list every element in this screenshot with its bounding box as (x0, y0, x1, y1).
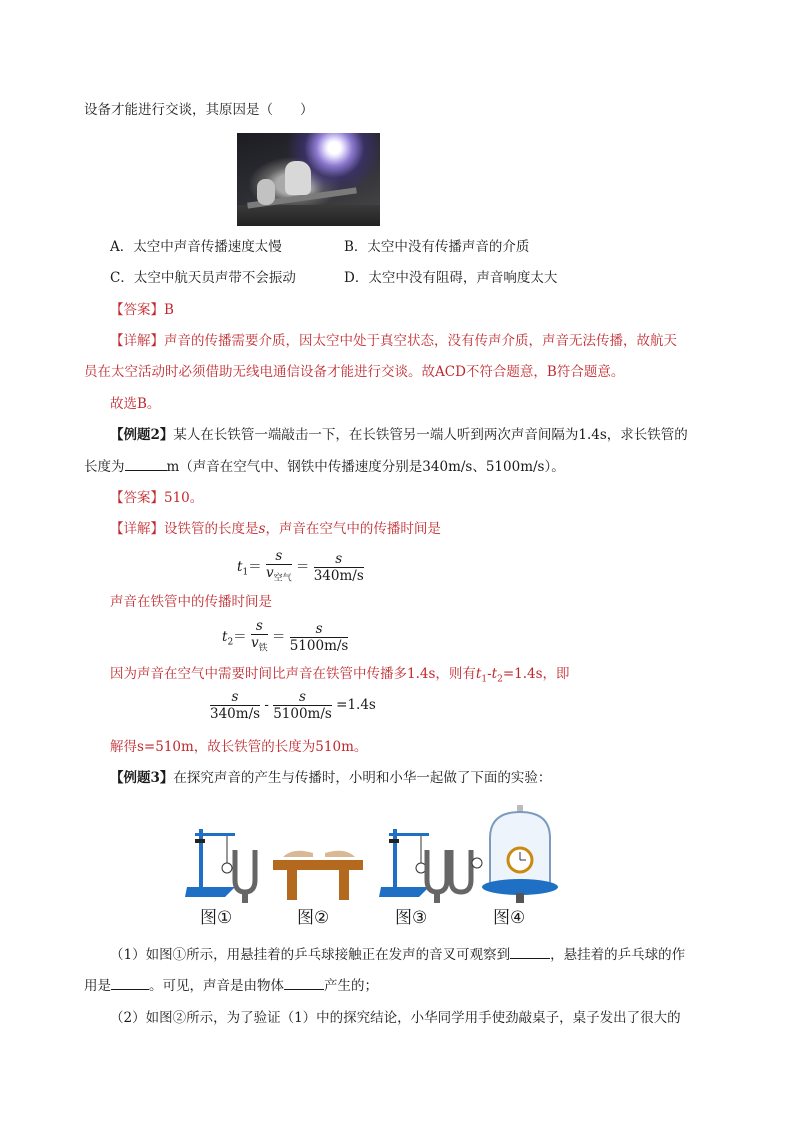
q2-stem-text: 某人在长铁管一端敲击一下，在长铁管另一端人听到两次声音间隔为1.4s，求长铁管的 (173, 427, 688, 443)
diff-text-a: 因为声音在空气中需要时间比声音在铁管中传播多1.4s，则有 (110, 666, 476, 682)
detail-text-b: ，声音在空气中的传播时间是 (265, 521, 441, 537)
equation-t2: $t_2=$ $\frac{s}{v_铁}$ ＝ $\frac{s}{5100m/s}$ (222, 618, 349, 654)
equation-difference: $\frac{s}{340m/s}$ - $\frac{s}{5100m/s}$ =1.4s (210, 689, 376, 722)
answer-blank[interactable] (510, 944, 550, 959)
diff-text-b: =1.4s，即 (502, 666, 570, 682)
q2-stem-post: m（声音在空气中、钢铁中传播速度分别是340m/s、5100m/s）。 (166, 459, 565, 475)
q3-sub1-line2 (84, 975, 378, 996)
detail-text-a: 设铁管的长度是 (164, 521, 259, 537)
experiment-figures (185, 805, 615, 930)
q3-sub2-line1: （2）如图②所示，为了验证（1）中的探究结论，小华同学用手使劲敲桌子，桌子发出了很大的 (110, 1010, 681, 1026)
figure-1-label: 图① (200, 908, 233, 928)
answer-tag: 【答案】 (110, 490, 164, 506)
figure-1-drawing (185, 829, 279, 903)
q2-answer (110, 488, 203, 508)
sub1-c: 产生的； (324, 978, 378, 994)
q1-option-d: D．太空中没有阻碍，声音响度太大 (344, 270, 558, 286)
q1-option-c: C．太空中航天员声带不会振动 (110, 270, 296, 286)
q3-tag: 【例题3】 (110, 770, 174, 786)
q2-stem-line2 (84, 456, 565, 477)
q2-detail-line1 (110, 519, 441, 539)
experiment-illustrations (185, 805, 615, 905)
q2-iron-line: 声音在铁管中的传播时间是 (110, 594, 272, 610)
q2-stem-pre: 长度为 (84, 459, 125, 475)
q3-stem-text: 在探究声音的产生与传播时，小明和小华一起做了下面的实验： (173, 770, 552, 786)
detail-text: 声音的传播需要介质，因太空中处于真空状态，没有传声介质，声音无法传播，故航天 (164, 333, 677, 349)
answer-blank[interactable] (125, 456, 167, 471)
astronaut-photo (237, 133, 380, 226)
q2-result: 解得s=510m，故长铁管的长度为510m。 (110, 739, 368, 755)
q1-detail-line2: 员在太空活动时必须借助无线电通信设备才能进行交谈。故ACD不符合题意，B符合题意。 (84, 364, 625, 380)
q1-conclusion: 故选B。 (110, 396, 161, 412)
q1-stem-end: 设备才能进行交谈，其原因是（ ） (84, 102, 314, 118)
sub1-b: 。可见，声音是由物体 (149, 978, 284, 994)
sub1-pre: （1）如图①所示，用悬挂着的乒乓球接触正在发声的音叉可观察到 (110, 947, 511, 963)
answer-value: 510。 (164, 490, 204, 506)
q2-stem-line1 (110, 425, 688, 445)
q1-option-a: A．太空中声音传播速度太慢 (110, 239, 282, 255)
answer-blank[interactable] (284, 975, 324, 990)
equation-t1: $t_1=$ $\frac{s}{v_{空气}}$ ＝ $\frac{s}{340m/s}$ (237, 548, 364, 584)
answer-value: B (164, 302, 174, 318)
q1-option-b: B．太空中没有传播声音的介质 (344, 239, 530, 255)
q1-detail-line1 (110, 331, 677, 351)
detail-tag: 【详解】 (110, 333, 164, 349)
q3-sub1-line1 (110, 944, 685, 965)
q2-diff-line: 因为声音在空气中需要时间比声音在铁管中传播多1.4s，则有$t_1-t_2=1.4s$，即 (110, 666, 570, 685)
figure-4-drawing (482, 805, 558, 903)
q2-tag: 【例题2】 (110, 427, 174, 443)
sub1-post: ，悬挂着的乒乓球的作 (550, 947, 686, 963)
figure-4-label: 图④ (493, 908, 526, 928)
figure-3-drawing (379, 829, 482, 903)
detail-tag: 【详解】 (110, 521, 164, 537)
q1-answer (110, 300, 174, 320)
answer-tag: 【答案】 (110, 302, 164, 318)
q3-stem (110, 768, 551, 788)
var-s: s (258, 521, 266, 537)
sub1-a: 用是 (84, 978, 111, 994)
figure-2-label: 图② (297, 908, 330, 928)
figure-2-drawing (273, 851, 363, 900)
figure-3-label: 图③ (395, 908, 428, 928)
answer-blank[interactable] (111, 975, 149, 990)
